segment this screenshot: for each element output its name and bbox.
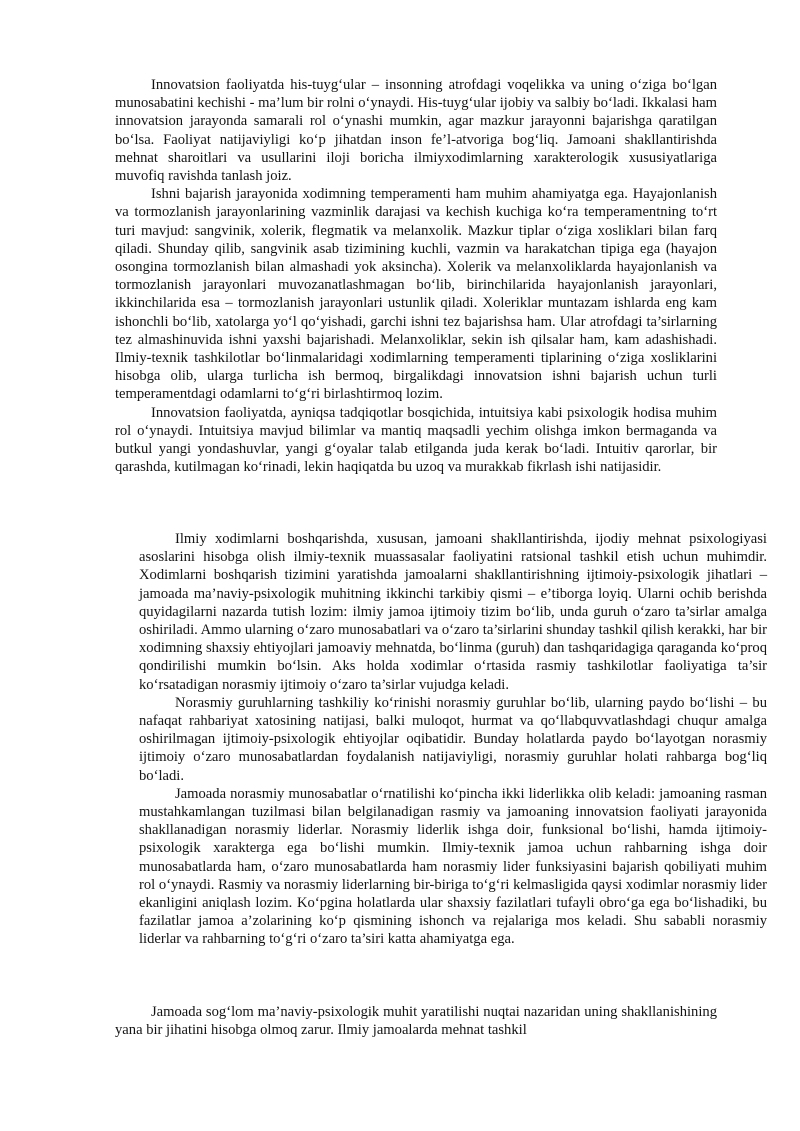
- paragraph-leadership: Jamoada norasmiy munosabatlar o‘rnatilishi ko‘pincha ikki liderlikka olib keladi: jamoaning rasman mustahkamlangan tuzilmasi bilan belgilanadigan rasmiy va jamoaning innovatsion faoliyati jarayonida shakllanadigan norasmiy liderlar. Norasmiy liderlik ishga doir, funksional bo‘lishi, hamda ijtimoiy-psixologik xarakterga ega bo‘lishi mumkin. Ilmiy-texnik jamoa uchun rahbarning ishga doir munosabatlarda ham, o‘zaro munosabatlarda ham norasmiy lider funksiyasini bajarish qobiliyati muhim rol o‘ynaydi. Rasmiy va norasmiy liderlarning bir-biriga to‘g‘ri kelmasligida qaysi xodimlar norasmiy lider ekanligini aniqlash lozim. Ko‘pgina holatlarda ular shaxsiy fazilatlari tufayli obro‘ga ega bo‘lishadiki, bu fazilatlar jamoa a’zolarining ko‘p qismining ishonch va rejalariga mos keladi. Shu sababli norasmiy liderlar va rahbarning to‘g‘ri o‘zaro ta’siri katta ahamiyatga ega.: [139, 785, 767, 948]
- main-text-section: [115, 76, 717, 476]
- closing-text-section: [115, 1003, 717, 1039]
- indented-text-section: [139, 530, 767, 949]
- paragraph-healthy-climate: Jamoada sog‘lom ma’naviy-psixologik muhit yaratilishi nuqtai nazaridan uning shakllanishining yana bir jihatini hisobga olmoq zarur. Ilmiy jamoalarda mehnat tashkil: [115, 1004, 717, 1039]
- paragraph-staff-management: Ilmiy xodimlarni boshqarishda, xususan, jamoani shakllantirishda, ijodiy mehnat psixologiyasi asoslarini hisobga olish ilmiy-texnik muassasalar faoliyatini ratsional tashkil etish uchun muhimdir. Xodimlarni boshqarish tizimini yaratishda jamoalarni shakllantirishning ijtimoiy-psixologik jihatlari – jamoada ma’naviy-psixologik muhitning ikkinchi tarkibiy qismi – e’tiborga loyiq. Ularni ochib berishda quyidagilarni nazarda tutish lozim: ilmiy jamoa ijtimoiy tizim bo‘lib, unda guruh o‘zaro ta’sirlar amalga oshiriladi. Ammo ularning o‘zaro munosabatlari va o‘zaro ta’sirlarini shunday tashkil qilish kerakki, har bir xodimning shaxsiy ehtiyojlari jamoaviy mehnatda, bo‘linma (guruh) dan tashqaridagiga qaraganda ko‘proq qondirilishi mumkin bo‘lsin. Aks holda xodimlar o‘rtasida rasmiy tashkilotlar faoliyatiga ta’sir ko‘rsatadigan norasmiy ijtimoiy o‘zaro ta’sirlar vujudga keladi.: [139, 531, 767, 693]
- paragraph-emotions: Innovatsion faoliyatda his-tuyg‘ular – insonning atrofdagi voqelikka va uning o‘ziga bo‘lgan munosabatini kechishi - ma’lum bir rolni o‘ynaydi. His-tuyg‘ular ijobiy va salbiy bo‘ladi. Ikkalasi ham innovatsion jarayonda samarali rol o‘ynashi mumkin, agar mazkur jarayonni bajarishga qaratilgan bo‘lsa. Faoliyat natijaviyligi ko‘p jihatdan inson fe’l-atvoriga bog‘liq. Jamoani shakllantirishda mehnat sharoitlari va usullarini iloji boricha ilmiyxodimlarning xarakterologik xususiyatlariga muvofiq ravishda tanlash joiz.: [115, 77, 717, 185]
- paragraph-informal-groups: Norasmiy guruhlarning tashkiliy ko‘rinishi norasmiy guruhlar bo‘lib, ularning paydo bo‘lishi – bu nafaqat rahbariyat xatosining natijasi, balki muloqot, hurmat va qo‘llabquvvatlashdagi chuqur amalga oshirilmagan ijtimoiy-psixologik ehtiyojlar oqibatidir. Bunday holatlarda paydo bo‘layotgan norasmiy ijtimoiy o‘zaro munosabatlardan foydalanish natijaviyligi, norasmiy guruhlar holati rahbarga bog‘liq bo‘ladi.: [139, 694, 767, 784]
- paragraph-intuition: Innovatsion faoliyatda, ayniqsa tadqiqotlar bosqichida, intuitsiya kabi psixologik hodisa muhim rol o‘ynaydi. Intuitsiya mavjud bilimlar va mantiq maqsadli yechim olishga imkon bermaganda va butkul yangi yondashuvlar, yangi g‘oyalar talab etilganda juda kerak bo‘ladi. Intuitiv qarorlar, bir qarashda, kutilmagan ko‘rinadi, lekin haqiqatda bu uzoq va murakkab fikrlash ishi natijasidir.: [115, 404, 717, 476]
- paragraph-temperament: Ishni bajarish jarayonida xodimning temperamenti ham muhim ahamiyatga ega. Hayajonlanish va tormozlanish jarayonlarining vazminlik darajasi va kechish kuchiga ko‘ra temperamentning to‘rt turi mavjud: sangvinik, xolerik, flegmatik va melanxolik. Mazkur tiplar o‘ziga xosliklari bilan farq qiladi. Shunday qilib, sangvinik asab tizimining kuchli, vazmin va harakatchan tipiga ega (hayajon osongina tormozlanish bilan almashadi yok aksincha). Xolerik va melanxoliklarda hayajonlanish va tormozlanish jarayonlari muvozanatlashmagan bo‘lib, birinchilarida hayajonlanish jarayonlari, ikkinchilarida esa – tormozlanish jarayonlari ustunlik qiladi. Xoleriklar muntazam ishlarda eng kam ishonchli bo‘lib, xatolarga yo‘l qo‘yishadi, garchi ishni tez bajarishsa ham. Ular atrofdagi ta’sirlarning tez almashinuvida ishni yaxshi bajarishadi. Melanxoliklar, sekin ish qilsalar ham, kam adashishadi. Ilmiy-texnik tashkilotlar bo‘linmalaridagi xodimlarning temperamenti tiplarining o‘ziga xosliklarini hisobga olib, ularga turlicha ish bermoq, birgalikdagi innovatsion ishni bajarish uchun turli temperamentdagi odamlarni to‘g‘ri birlashtirmoq lozim.: [115, 186, 717, 403]
